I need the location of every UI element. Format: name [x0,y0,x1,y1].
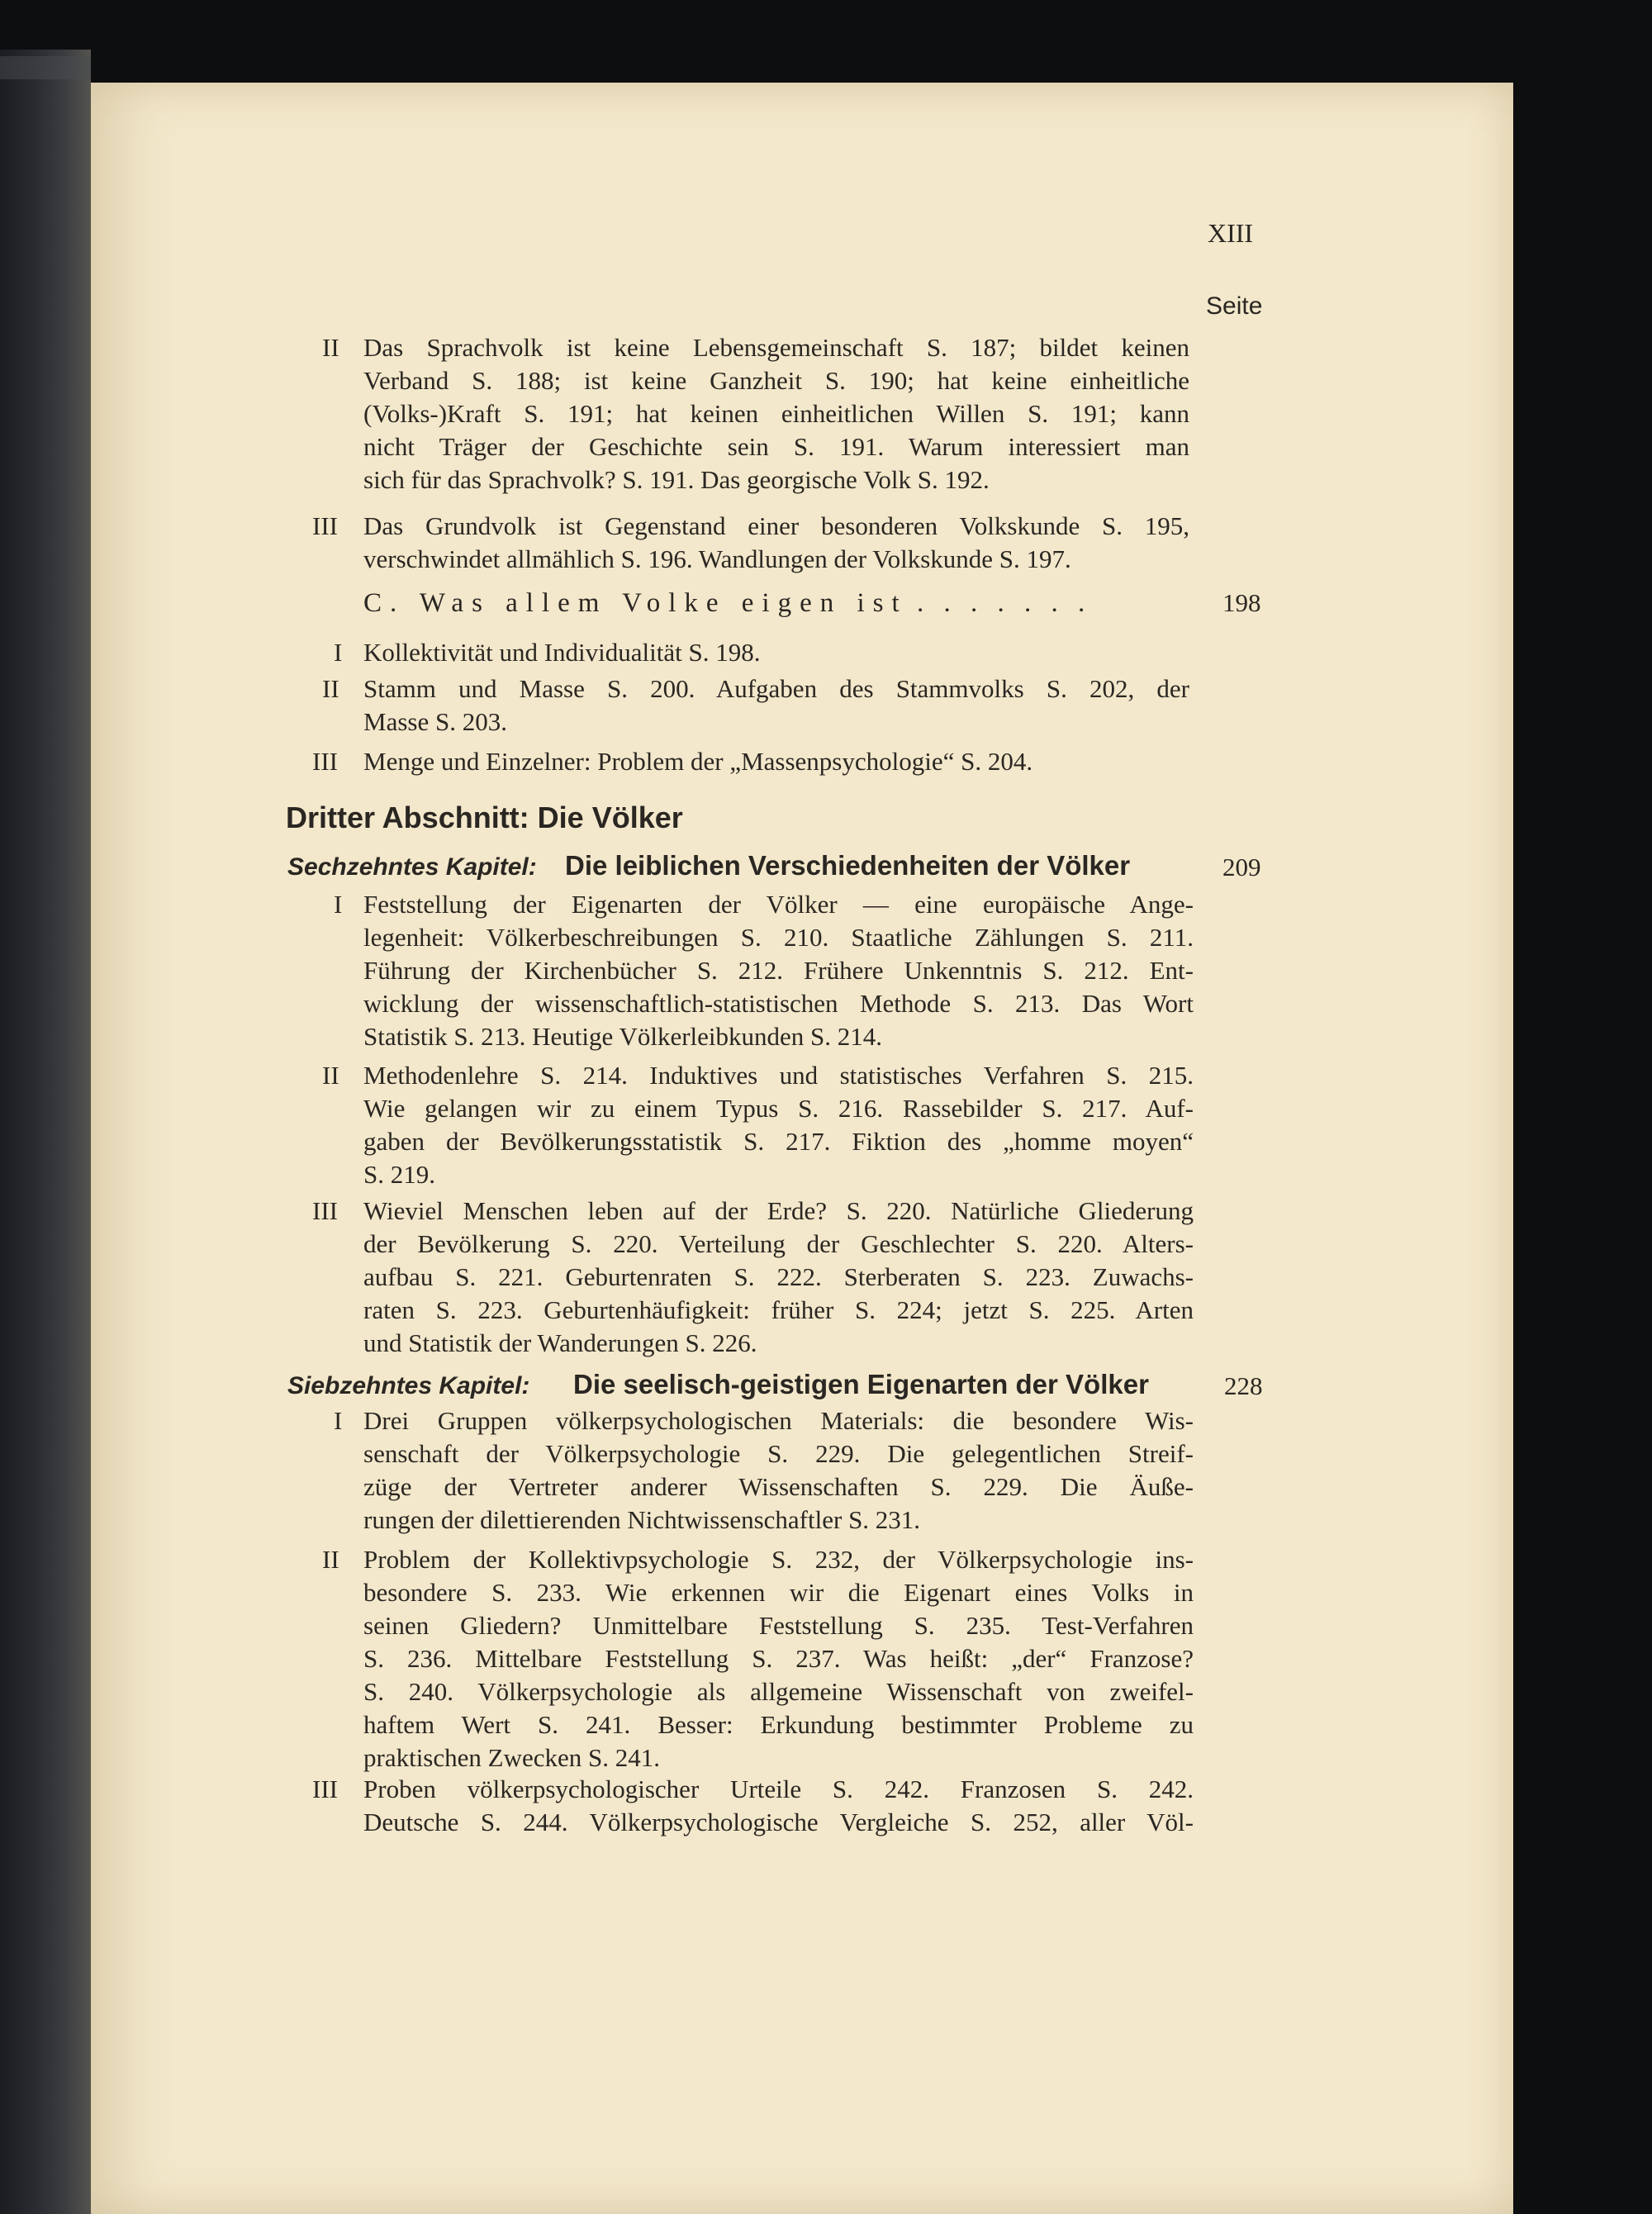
numeral-k16-ii: II [322,1061,339,1090]
page-number: XIII [1208,218,1254,248]
kapitel17-page: 228 [1224,1371,1263,1400]
toc-entry-k17-iii [363,1773,1194,1839]
seite-label: Seite [1206,292,1263,320]
numeral-b-ii: II [322,333,339,362]
numeral-k16-i: I [334,890,343,919]
line: Das Sprachvolk ist keine Lebensgemeinschaft S. 187; bildet keinen [363,333,1189,362]
line: Das Grundvolk ist Gegenstand einer besonderen Volkskunde S. 195, [363,511,1189,540]
numeral-k17-i: I [334,1406,343,1435]
kapitel16-page: 209 [1222,853,1261,881]
numeral-k16-iii: III [312,1196,338,1225]
line: haftem Wert S. 241. Besser: Erkundung bestimmter Probleme zu [363,1710,1194,1739]
line: der Bevölkerung S. 220. Verteilung der Geschlechter S. 220. Alters- [363,1229,1194,1258]
line: aufbau S. 221. Geburtenraten S. 222. Sterberaten S. 223. Zuwachs- [363,1262,1194,1291]
kapitel16-title: Die leiblichen Verschiedenheiten der Völker [565,850,1131,881]
line: senschaft der Völkerpsychologie S. 229. Die gelegentlichen Streif- [363,1439,1194,1468]
toc-entry-b-iii [363,510,1189,576]
kapitel16-label: Sechzehntes Kapitel: [287,853,537,881]
line: züge der Vertreter anderer Wissenschaften S. 229. Die Äuße- [363,1472,1194,1501]
line: raten S. 223. Geburtenhäufigkeit: früher S. 224; jetzt S. 225. Arten [363,1295,1194,1324]
line: S. 236. Mittelbare Feststellung S. 237. Was heißt: „der“ Franzose? [363,1644,1194,1673]
line: Feststellung der Eigenarten der Völker — eine europäische Ange- [363,890,1194,919]
toc-entry-c-iii [363,745,1189,778]
line: sich für das Sprachvolk? S. 191. Das georgische Volk S. 192. [363,465,990,494]
line: Wieviel Menschen leben auf der Erde? S. 220. Natürliche Gliederung [363,1196,1194,1225]
line: wicklung der wissenschaftlich-statistischen Methode S. 213. Das Wort [363,989,1194,1018]
numeral-k17-ii: II [322,1545,339,1574]
line: rungen der dilettierenden Nichtwissenschaftler S. 231. [363,1505,921,1534]
toc-entry-b-ii [363,331,1189,496]
line: und Statistik der Wanderungen S. 226. [363,1328,757,1357]
line: Deutsche S. 244. Völkerpsychologische Vergleiche S. 252, aller Völ- [363,1808,1194,1836]
line: Proben völkerpsychologischer Urteile S. 242. Franzosen S. 242. [363,1775,1194,1803]
line: S. 219. [363,1160,435,1189]
numeral-b-iii: III [312,511,338,540]
line: verschwindet allmählich S. 196. Wandlungen der Volkskunde S. 197. [363,544,1071,573]
line: besondere S. 233. Wie erkennen wir die Eigenart eines Volks in [363,1578,1194,1607]
line: Wie gelangen wir zu einem Typus S. 216. Rassebilder S. 217. Auf- [363,1094,1194,1123]
line: praktischen Zwecken S. 241. [363,1743,660,1772]
line: seinen Gliedern? Unmittelbare Feststellung S. 235. Test-Verfahren [363,1611,1194,1640]
abschnitt-title: Dritter Abschnitt: Die Völker [286,801,683,834]
line: Methodenlehre S. 214. Induktives und statistisches Verfahren S. 215. [363,1061,1194,1090]
toc-entry-k17-ii [363,1543,1194,1775]
line: S. 240. Völkerpsychologie als allgemeine Wissenschaft von zweifel- [363,1677,1194,1706]
toc-entry-k16-ii [363,1059,1194,1191]
toc-entry-c-ii [363,672,1189,739]
section-c-page: 198 [1222,588,1261,617]
toc-entry-k17-i [363,1404,1194,1537]
section-c-dots: . . . . . . . [917,588,1092,618]
line: Problem der Kollektivpsychologie S. 232, der Völkerpsychologie ins- [363,1545,1194,1574]
line: Menge und Einzelner: Problem der „Massenpsychologie“ S. 204. [363,747,1033,776]
line: nicht Träger der Geschichte sein S. 191. Warum interessiert man [363,432,1189,461]
line: Drei Gruppen völkerpsychologischen Materials: die besondere Wis- [363,1406,1194,1435]
numeral-c-iii: III [312,747,338,776]
toc-entry-k16-i [363,888,1194,1053]
kapitel17-title: Die seelisch-geistigen Eigenarten der Völker [573,1369,1149,1399]
line: Masse S. 203. [363,707,507,736]
line: Führung der Kirchenbücher S. 212. Frühere Unkenntnis S. 212. Ent- [363,956,1194,985]
section-c-title: C. Was allem Volke eigen ist [363,588,908,618]
spine-edge [0,56,91,79]
line: legenheit: Völkerbeschreibungen S. 210. Staatliche Zählungen S. 211. [363,923,1194,952]
numeral-c-ii: II [322,674,339,703]
book-spine [0,50,91,2214]
line: Verband S. 188; ist keine Ganzheit S. 190; hat keine einheitliche [363,366,1189,395]
line: gaben der Bevölkerungsstatistik S. 217. Fiktion des „homme moyen“ [363,1127,1194,1156]
line: (Volks-)Kraft S. 191; hat keinen einheitlichen Willen S. 191; kann [363,399,1189,428]
line: Stamm und Masse S. 200. Aufgaben des Stammvolks S. 202, der [363,674,1189,703]
toc-entry-k16-iii [363,1195,1194,1360]
line: Statistik S. 213. Heutige Völkerleibkunden S. 214. [363,1022,883,1051]
line: Kollektivität und Individualität S. 198. [363,638,761,667]
numeral-k17-iii: III [312,1775,338,1803]
kapitel17-label: Siebzehntes Kapitel: [287,1372,530,1399]
toc-entry-c-i [363,636,1189,669]
numeral-c-i: I [334,638,343,667]
